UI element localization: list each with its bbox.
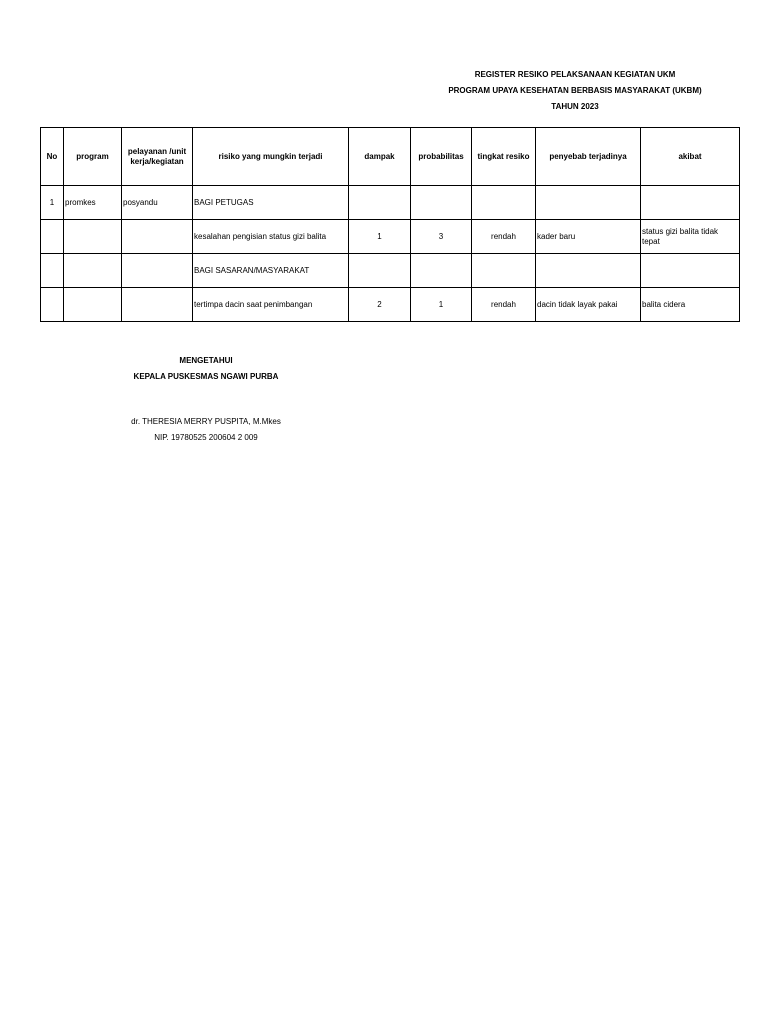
table-row <box>41 186 740 220</box>
cell-program <box>64 254 122 288</box>
cell-dampak: 1 <box>349 220 411 254</box>
cell-penyebab <box>536 254 641 288</box>
cell-no <box>41 220 64 254</box>
cell-tingkat-resiko: rendah <box>472 220 536 254</box>
cell-probabilitas <box>411 186 472 220</box>
col-header-pelayanan: pelayanan /unit kerja/kegiatan <box>122 128 193 186</box>
cell-program <box>64 288 122 322</box>
cell-penyebab: kader baru <box>536 220 641 254</box>
cell-probabilitas: 1 <box>411 288 472 322</box>
cell-akibat: status gizi balita tidak tepat <box>641 220 740 254</box>
table-row <box>41 288 740 322</box>
col-header-tingkat-resiko: tingkat resiko <box>472 128 536 186</box>
col-header-akibat: akibat <box>641 128 740 186</box>
cell-risiko: BAGI PETUGAS <box>193 186 349 220</box>
col-header-no: No <box>41 128 64 186</box>
cell-program <box>64 220 122 254</box>
cell-probabilitas <box>411 254 472 288</box>
cell-penyebab <box>536 186 641 220</box>
risk-register-table <box>40 127 740 322</box>
title-line-year: TAHUN 2023 <box>551 102 599 111</box>
cell-tingkat-resiko <box>472 254 536 288</box>
table-header-row <box>41 128 740 186</box>
col-header-dampak: dampak <box>349 128 411 186</box>
cell-dampak <box>349 254 411 288</box>
col-header-program: program <box>64 128 122 186</box>
document-title <box>420 67 730 115</box>
cell-akibat <box>641 186 740 220</box>
cell-no <box>41 254 64 288</box>
cell-no: 1 <box>41 186 64 220</box>
cell-pelayanan <box>122 220 193 254</box>
cell-program: promkes <box>64 186 122 220</box>
title-line-register: REGISTER RESIKO PELAKSANAAN KEGIATAN UKM <box>474 70 676 79</box>
cell-tingkat-resiko <box>472 186 536 220</box>
signature-position: KEPALA PUSKESMAS NGAWI PURBA <box>133 372 279 381</box>
cell-dampak <box>349 186 411 220</box>
cell-no <box>41 288 64 322</box>
table-row <box>41 254 740 288</box>
cell-pelayanan <box>122 288 193 322</box>
col-header-risiko: risiko yang mungkin terjadi <box>193 128 349 186</box>
col-header-penyebab: penyebab terjadinya <box>536 128 641 186</box>
cell-akibat: balita cidera <box>641 288 740 322</box>
cell-dampak: 2 <box>349 288 411 322</box>
table-row <box>41 220 740 254</box>
cell-pelayanan <box>122 254 193 288</box>
cell-tingkat-resiko: rendah <box>472 288 536 322</box>
signature-mengetahui: MENGETAHUI <box>179 356 233 365</box>
signature-name: dr. THERESIA MERRY PUSPITA, M.Mkes <box>131 417 281 426</box>
cell-penyebab: dacin tidak layak pakai <box>536 288 641 322</box>
cell-pelayanan: posyandu <box>122 186 193 220</box>
col-header-probabilitas: probabilitas <box>411 128 472 186</box>
cell-risiko: tertimpa dacin saat penimbangan <box>193 288 349 322</box>
cell-risiko: BAGI SASARAN/MASYARAKAT <box>193 254 349 288</box>
cell-risiko: kesalahan pengisian status gizi balita <box>193 220 349 254</box>
signature-nip: NIP. 19780525 200604 2 009 <box>154 433 258 442</box>
title-line-program: PROGRAM UPAYA KESEHATAN BERBASIS MASYARAKAT (UKBM) <box>448 86 702 95</box>
cell-akibat <box>641 254 740 288</box>
cell-probabilitas: 3 <box>411 220 472 254</box>
